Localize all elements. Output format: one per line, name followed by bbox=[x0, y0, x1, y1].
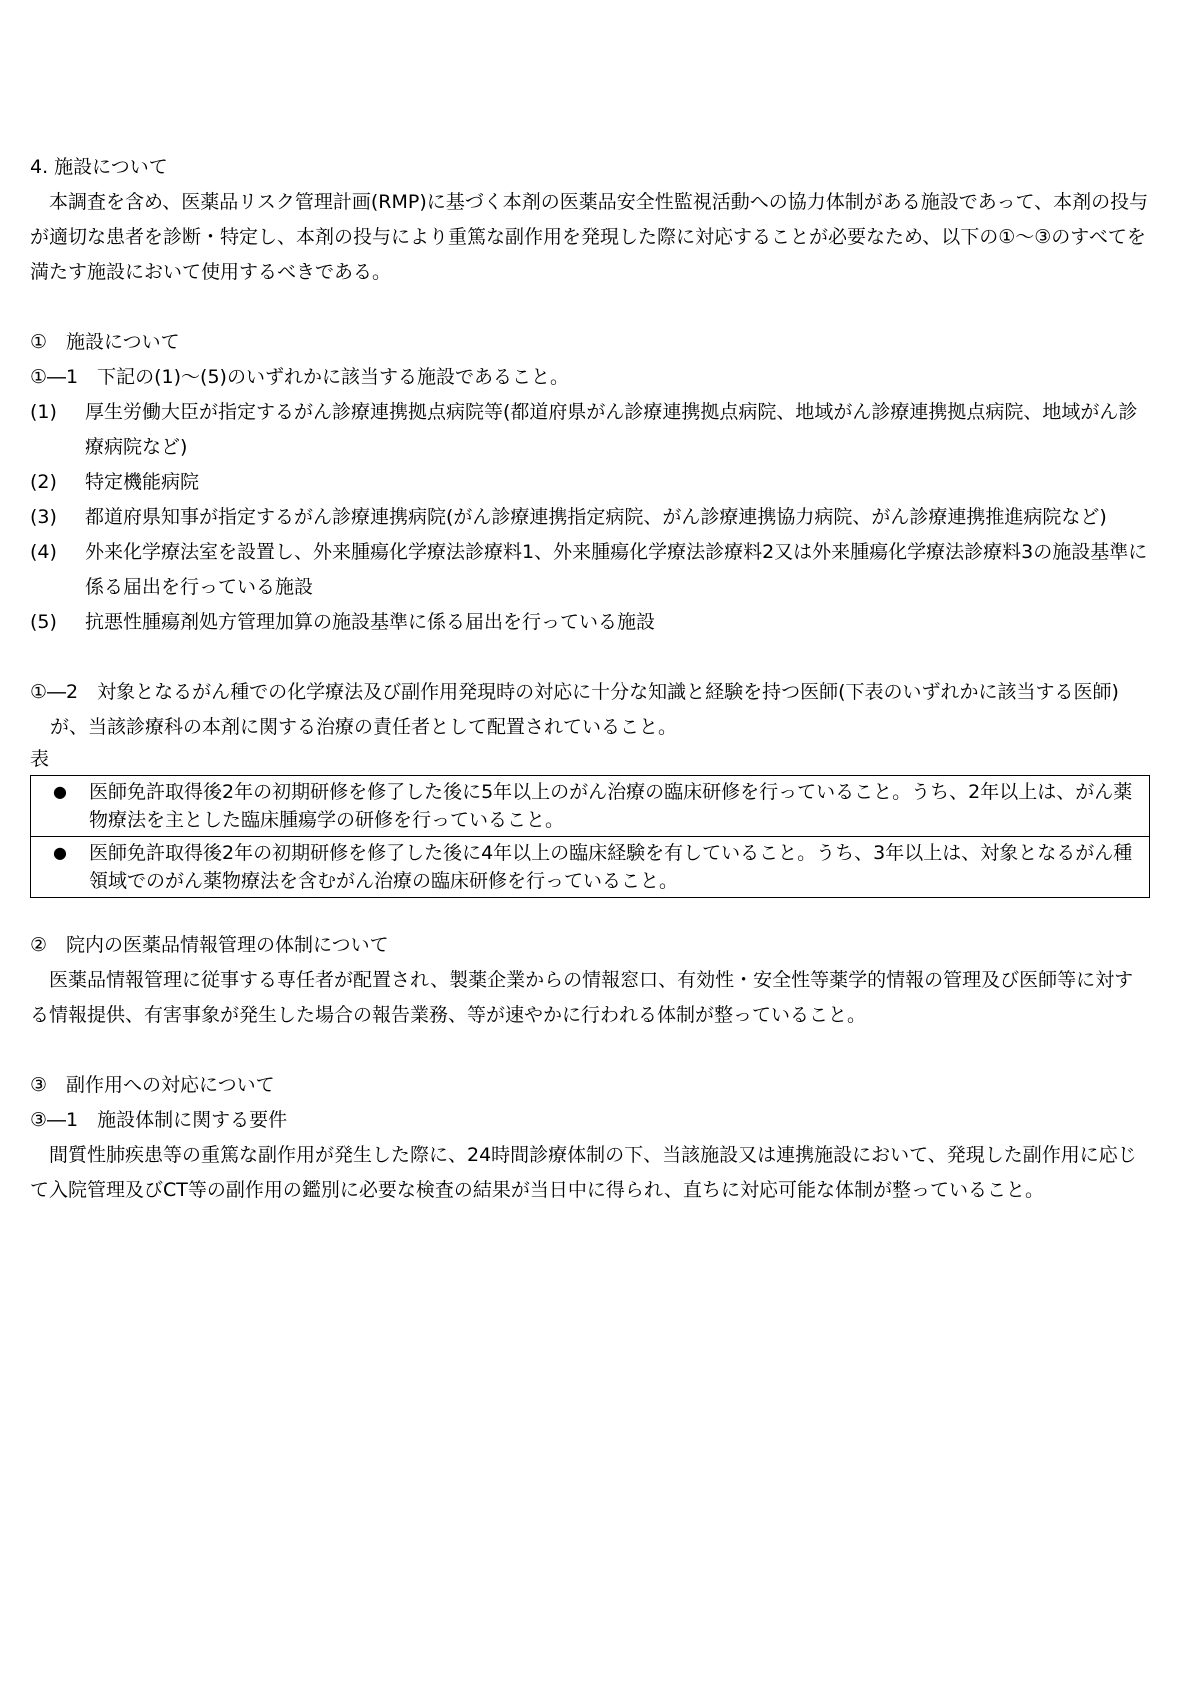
s1-heading: ① 施設について bbox=[30, 331, 180, 353]
s3-sub1-heading: ③―1 施設体制に関する要件 bbox=[30, 1109, 288, 1131]
s3-heading: ③ 副作用への対応について bbox=[30, 1074, 275, 1096]
list-item bbox=[30, 465, 1150, 500]
table-row bbox=[31, 836, 1149, 897]
list-item-number: (1) bbox=[30, 401, 57, 423]
list-item-text: 抗悪性腫瘍剤処方管理加算の施設基準に係る届出を行っている施設 bbox=[85, 611, 656, 633]
list-item-number: (2) bbox=[30, 471, 57, 493]
intro-paragraph: 本調査を含め、医薬品リスク管理計画(RMP)に基づく本剤の医薬品安全性監視活動への協力体制がある施設であって、本剤の投与が適切な患者を診断・特定し、本剤の投与により重篤な副作用を発現した際に対応することが必要なため、以下の①～③のすべてを満たす施設において使用するべきである。 bbox=[30, 191, 1149, 283]
s2-heading: ② 院内の医薬品情報管理の体制について bbox=[30, 934, 389, 956]
s1-sub2-paragraph: ①―2 対象となるがん種での化学療法及び副作用発現時の対応に十分な知識と経験を持つ医師(下表のいずれかに該当する医師)が、当該診療科の本剤に関する治療の責任者として配置されていること。 bbox=[30, 681, 1119, 738]
doctor-requirements-table bbox=[30, 775, 1150, 898]
list-item-text: 都道府県知事が指定するがん診療連携病院(がん診療連携指定病院、がん診療連携協力病院、がん診療連携推進病院など) bbox=[85, 506, 1107, 528]
table-cell-text: 医師免許取得後2年の初期研修を修了した後に5年以上のがん治療の臨床研修を行っていること。うち、2年以上は、がん薬物療法を主とした臨床腫瘍学の研修を行っていること。 bbox=[89, 781, 1133, 831]
list-item bbox=[30, 605, 1150, 640]
list-item bbox=[30, 500, 1150, 535]
list-item-number: (3) bbox=[30, 506, 57, 528]
list-item bbox=[30, 535, 1150, 605]
table-row bbox=[31, 776, 1149, 836]
bullet-icon: ● bbox=[53, 843, 67, 862]
table-cell-text: 医師免許取得後2年の初期研修を修了した後に4年以上の臨床経験を有していること。うち、3年以上は、対象となるがん種領域でのがん薬物療法を含むがん治療の臨床研修を行っていること。 bbox=[89, 842, 1133, 892]
s3-paragraph: 間質性肺疾患等の重篤な副作用が発生した際に、24時間診療体制の下、当該施設又は連携施設において、発現した副作用に応じて入院管理及びCT等の副作用の鑑別に必要な検査の結果が当日中に得られ、直ちに対応可能な体制が整っていること。 bbox=[30, 1144, 1137, 1201]
section-title: 4. 施設について bbox=[30, 156, 168, 178]
list-item-text: 外来化学療法室を設置し、外来腫瘍化学療法診療料1、外来腫瘍化学療法診療料2又は外来腫瘍化学療法診療料3の施設基準に係る届出を行っている施設 bbox=[85, 541, 1148, 598]
list-item bbox=[30, 395, 1150, 465]
table-label: 表 bbox=[30, 748, 50, 770]
list-item-text: 特定機能病院 bbox=[85, 471, 200, 493]
list-item-number: (5) bbox=[30, 611, 57, 633]
list-item-text: 厚生労働大臣が指定するがん診療連携拠点病院等(都道府県がん診療連携拠点病院、地域がん診療連携拠点病院、地域がん診療病院など) bbox=[85, 401, 1138, 458]
list-item-number: (4) bbox=[30, 541, 57, 563]
s1-sub1-heading: ①―1 下記の(1)～(5)のいずれかに該当する施設であること。 bbox=[30, 366, 569, 388]
bullet-icon: ● bbox=[53, 782, 67, 801]
document-page bbox=[30, 150, 1150, 1208]
s2-paragraph: 医薬品情報管理に従事する専任者が配置され、製薬企業からの情報窓口、有効性・安全性等薬学的情報の管理及び医師等に対する情報提供、有害事象が発生した場合の報告業務、等が速やかに行われる体制が整っていること。 bbox=[30, 969, 1134, 1026]
